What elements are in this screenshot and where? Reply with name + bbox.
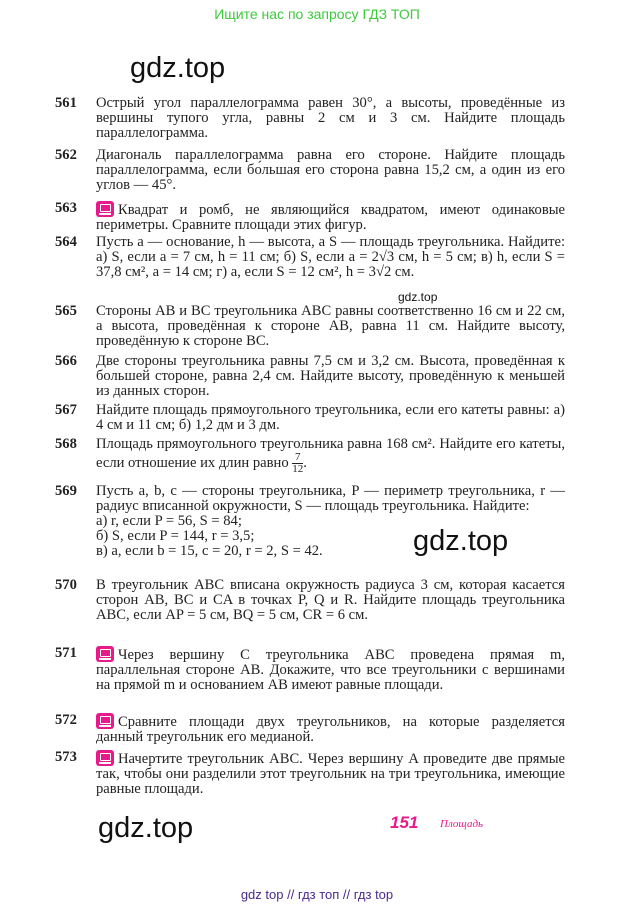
problem-text: Площадь прямоугольного треугольника равна 168 см². Найдите его катеты, если отношение их длин равно bbox=[96, 436, 565, 471]
problem-number: 573 bbox=[55, 749, 77, 765]
problem-572 bbox=[55, 713, 565, 745]
sub-item: в) a, если b = 15, c = 20, r = 2, S = 42. bbox=[96, 543, 323, 559]
problem-text: Пусть a, b, c — стороны треугольника, P — периметр треугольника, r — радиус вписанной окружности, S — площадь треугольника. Найдите: bbox=[96, 483, 565, 514]
section-title: Площадь bbox=[440, 818, 484, 830]
problem-564 bbox=[55, 235, 565, 280]
problem-561 bbox=[55, 96, 565, 141]
top-banner: Ищите нас по запросу ГДЗ ТОП bbox=[214, 6, 420, 22]
problem-569 bbox=[55, 484, 565, 559]
problem-567 bbox=[55, 403, 565, 433]
watermark: gdz.top bbox=[398, 290, 438, 304]
fraction bbox=[292, 452, 303, 475]
problem-number: 562 bbox=[55, 147, 77, 163]
problem-text: Острый угол параллелограмма равен 30°, а высоты, проведённые из вершины тупого угла, равны 2 см и 3 см. Найдите площадь параллелограмма. bbox=[96, 95, 565, 141]
problem-text: Стороны AB и BC треугольника ABC равны соответственно 16 см и 22 см, а высота, проведённая к стороне AB, равна 11 см. Найдите высоту, проведённую к стороне BC. bbox=[96, 303, 565, 349]
page-number: 151 bbox=[390, 813, 419, 832]
computer-icon bbox=[96, 750, 114, 766]
problem-text: Сравните площади двух треугольников, на которые разделяется данный треугольник его медианой. bbox=[96, 714, 565, 745]
problem-text: Две стороны треугольника равны 7,5 см и 3,2 см. Высота, проведённая к большей стороне, равна 2,4 см. Найдите высоту, проведённую к меньшей из данных сторон. bbox=[96, 353, 565, 399]
problem-number: 572 bbox=[55, 712, 77, 728]
fraction-denominator: 12 bbox=[292, 463, 304, 475]
problem-number: 571 bbox=[55, 645, 77, 661]
problem-number: 566 bbox=[55, 353, 77, 369]
problem-number: 568 bbox=[55, 436, 77, 452]
problem-number: 569 bbox=[55, 483, 77, 499]
computer-icon bbox=[96, 713, 114, 729]
sub-item: а) r, если P = 56, S = 84; bbox=[96, 513, 242, 529]
problem-562 bbox=[55, 148, 565, 193]
problem-570 bbox=[55, 578, 565, 623]
watermark: gdz.top bbox=[130, 52, 226, 84]
problem-text: Квадрат и ромб, не являющийся квадратом, имеют одинаковые периметры. Сравните площади этих фигур. bbox=[96, 202, 565, 233]
bottom-banner: gdz top // гдз топ // гдз top bbox=[240, 887, 394, 902]
problem-566 bbox=[55, 354, 565, 399]
problem-number: 561 bbox=[55, 95, 77, 111]
problem-568 bbox=[55, 437, 565, 475]
problem-573 bbox=[55, 750, 565, 797]
fraction-numerator: 7 bbox=[292, 452, 303, 464]
problem-number: 567 bbox=[55, 402, 77, 418]
problem-text: Начертите треугольник ABC. Через вершину A проведите две прямые так, чтобы они разделили этот треугольник на три треугольника, имеющие равные площади. bbox=[96, 751, 565, 797]
problem-text: Через вершину C треугольника ABC проведена прямая m, параллельная стороне AB. Докажите, что все треугольники с вершинами на прямой m и основанием AB имеют равные площади. bbox=[96, 647, 565, 693]
problem-text: В треугольник ABC вписана окружность радиуса 3 см, которая касается сторон AB, BC и CA в точках P, Q и R. Найдите площадь треугольника ABC, если AP = 5 см, BQ = 5 см, CR = 6 см. bbox=[96, 577, 565, 623]
computer-icon bbox=[96, 201, 114, 217]
problem-number: 565 bbox=[55, 303, 77, 319]
watermark: gdz.top bbox=[98, 812, 194, 844]
problem-563 bbox=[55, 201, 565, 233]
problem-number: 570 bbox=[55, 577, 77, 593]
problem-text: Диагональ параллелограмма равна его стороне. Найдите площадь параллелограмма, если бо́льшая его сторона равна 15,2 см, а один из его углов — 45°. bbox=[96, 147, 565, 193]
watermark: gdz.top bbox=[413, 525, 509, 557]
problem-number: 564 bbox=[55, 234, 77, 250]
sub-item: б) S, если P = 144, r = 3,5; bbox=[96, 528, 255, 544]
problem-571 bbox=[55, 646, 565, 693]
punctuation: . bbox=[303, 454, 307, 471]
computer-icon bbox=[96, 646, 114, 662]
problem-text: Пусть a — основание, h — высота, а S — площадь треугольника. Найдите: а) S, если a = 7 см, h = 11 см; б) S, если a = 2√3 см, h = 5 см; в) h, если S = 37,8 см², a = 14 см; г) a, если S = 12 см², h = 3√2 см. bbox=[96, 234, 565, 280]
problem-number: 563 bbox=[55, 200, 77, 216]
problem-text: Найдите площадь прямоугольного треугольника, если его катеты равны: а) 4 см и 11 см; б) 1,2 дм и 3 дм. bbox=[96, 402, 565, 433]
problem-565 bbox=[55, 304, 565, 349]
